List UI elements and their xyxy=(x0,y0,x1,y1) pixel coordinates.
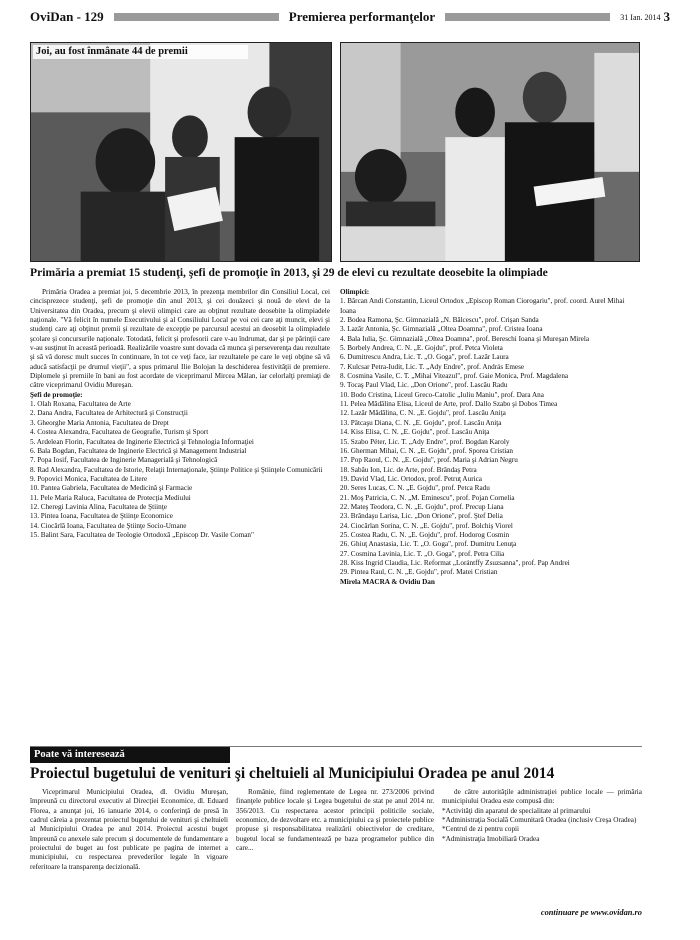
list-item: 12. Cheregi Lavinia Alina, Facultatea de Ştiinţe xyxy=(30,502,167,511)
section-title: Premierea performanţelor xyxy=(288,9,436,24)
photo-awards-right xyxy=(340,42,640,262)
list-item: 23. Brândaşu Larisa, Lic. „Don Orione", prof. Ştef Delia xyxy=(340,512,503,521)
list-item: 6. Bala Bogdan, Facultatea de Inginerie Electrică şi Management Industrial xyxy=(30,446,247,455)
continue-link[interactable]: continuare pe www.ovidan.ro xyxy=(540,908,642,917)
author-signature: Mirela MACRA & Ovidiu Dan xyxy=(340,577,435,586)
budget-column-2 xyxy=(236,788,434,910)
list-item: 15. Szabo Péter, Lic. T. „Ady Endre", prof. Bogdan Karoly xyxy=(340,437,510,446)
list-item: 2. Bodea Ramona, Şc. Gimnazială „N. Bălcescu", prof. Crişan Sanda xyxy=(340,316,539,325)
photo-image xyxy=(31,43,331,261)
budget-text-2: Românie, fiind reglementate de Legea nr. 273/2006 privind finanţele publice locale şi Legea bugetului de stat pe anul 2014 nr. 356/2013. Cu respectarea acestor principii politicile sociale, economice, de dezvoltare etc. a municipiului ca şi proiectele publice propuse şi responsabilitatea realizării obiectivelor de creditare, bugetul local se fundamentează pe baza programelor publice din care... xyxy=(236,788,434,853)
budget-text-3: de către autorităţile administraţiei publice locale — primăria municipiului Oradea este compusă din: xyxy=(442,788,642,806)
list-item: • *Centrul de zi pentru copii xyxy=(442,825,642,834)
list-item: 26. Ghiuţ Anastasia, Lic. T. „O. Goga", prof. Dumitru Lenuţa xyxy=(340,540,517,549)
list-item: 14. Kiss Elisa, C. N. „E. Gojdu", prof. Lascău Aniţa xyxy=(340,428,490,437)
list-item: 3. Lazăr Antonia, Şc. Gimnazială „Oltea Doamna", prof. Cristea Ioana xyxy=(340,325,543,334)
list-item: 13. Pintea Ioana, Facultatea de Ştiinţe Economice xyxy=(30,512,173,521)
list-item: 7. Popa Iosif, Facultatea de Inginerie Managerială şi Tehnologică xyxy=(30,456,218,465)
olimpici-label: Olimpici: xyxy=(340,288,370,296)
list-item: 11. Pelea Mădălina Elisa, Liceul de Arte, prof. Dallo Szabo şi Dobos Timea xyxy=(340,400,558,409)
brand: OviDan - 129 xyxy=(30,9,104,24)
list-item: • *Activităţi din aparatul de specialitate al primarului xyxy=(442,807,642,816)
photo-image xyxy=(341,43,639,261)
article-body: Primăria Oradea a premiat joi, 5 decembrie 2013, în prezenţa membrilor din Consiliul Local, cei cincisprezece studenţi, şefi de promoţie din anul 2013, şi cei douăzeci şi nouă de elevi de la Universitatea din Oradea, precum şi elevii olimpici care au obţinut rezultate deosebite la olimpiadele naţionale. "Vă felicit în numele Executivului şi al Consiliului Local pe voi cei care aţi muncit, elevi şi studenţi care aţi obţinut premii şi rezultate de excepţie pe parcursul acestui an deosebit la olimpiadele şcolare şi concursurile naţionale. Totodată, felicit şi profesorii care v-au îndrumat, dar şi pe părinţii care v-au susţinut în această perioadă. Realizările voastre sunt dovada că munca şi perseverenţa dau rezultate şi să vă doresc mult succes în continuare, în tot ce veţi face, iar rezultatele pe care le veţi obţine să vă aducă satisfacţii pe drumul vieţii", a spus primarul Ilie Bolojan la deschiderea festivităţii de premiere. Diplomele şi premiile în bani au fost acordate de viceprimarul Mircea Mălan, iar celorlalţi premiaţi de către viceprimarul Ovidiu Mureşan. xyxy=(30,288,330,390)
list-item: 5. Borbely Andrea, C. N. „E. Gojdu", prof. Petca Violeta xyxy=(340,344,503,353)
budget-column-1 xyxy=(30,788,228,910)
sefi-list xyxy=(30,400,330,540)
list-item: 3. Gheorghe Maria Antonia, Facultatea de Drept xyxy=(30,418,169,427)
issue-date: 31 Ian. 2014 xyxy=(620,12,661,22)
budget-items-list xyxy=(442,807,642,844)
list-item: 25. Costea Radu, C. N. „E. Gojdu", prof. Hodorog Cosmin xyxy=(340,530,510,539)
list-item: 6. Dumitrescu Andra, Lic. T. „O. Goga", prof. Lazăr Laura xyxy=(340,353,509,362)
list-item: 11. Pele Maria Raluca, Facultatea de Protecţia Mediului xyxy=(30,493,191,502)
list-item: 15. Balint Sara, Facultatea de Teologie Ortodoxă „Episcop Dr. Vasile Coman" xyxy=(30,530,254,539)
list-item: • *Administraţia Socială Comunitară Oradea (inclusiv Creşa Oradea) xyxy=(442,816,642,825)
list-item: 1. Olah Roxana, Facultatea de Arte xyxy=(30,400,131,409)
budget-column-3 xyxy=(442,788,642,910)
list-item: 9. Popovici Monica, Facultatea de Litere xyxy=(30,474,148,483)
article-headline: Primăria a premiat 15 studenţi, şefi de promoţie în 2013, şi 29 de elevi cu rezultate deosebite la olimpiade xyxy=(30,266,548,279)
list-item: 16. Gherman Mihai, C. N. „E. Gojdu", prof. Sporea Cristian xyxy=(340,446,514,455)
list-item: 29. Pintea Raul, C. N. „E. Gojdu", prof. Matei Cristian xyxy=(340,568,498,577)
article-column-left xyxy=(30,288,330,738)
list-item: 18. Sabău Ion, Lic. de Arte, prof. Brândaş Petra xyxy=(340,465,477,474)
list-item: 19. David Vlad, Lic. Ortodox, prof. Petruţ Aurica xyxy=(340,474,482,483)
list-item: 2. Dana Andra, Facultatea de Arhitectură şi Construcţii xyxy=(30,409,188,418)
list-item: 13. Pâtcaşu Diana, C. N. „E. Gojdu", prof. Lascău Aniţa xyxy=(340,418,502,427)
list-item: 22. Mateş Teodora, C. N. „E. Gojdu", prof. Precup Liana xyxy=(340,502,504,511)
list-item: 20. Seres Lucas, C. N. „E. Gojdu", prof. Petca Radu xyxy=(340,484,490,493)
list-item: 4. Costea Alexandra, Facultatea de Geografie, Turism şi Sport xyxy=(30,428,209,437)
page-number: 3 xyxy=(663,9,670,24)
budget-text-1: Viceprimarul Municipiului Oradea, dl. Ovidiu Mureşan, împreună cu directorul executiv al Direcţiei Economice, dl. Eduard Florea, a anunţat joi, 16 ianuarie 2014, o conferinţă de presă în cadrul căreia a prezentat proiectul bugetului de venituri şi cheltuieli al Municipiului Oradea pe anul 2014. Proiectul acestui buget împreună cu anexele sale precum şi documentele de fundamentare a proiectului de buget au fost publicate pe pagina de internet a municipiului, cu respectarea prevederilor legale în vigoare referitoare la transparenţa decizională. xyxy=(30,788,228,871)
list-item: 1. Bărcan Andi Constantin, Liceul Ortodox „Episcop Roman Ciorogariu", prof. coord. Aurel Mihai Ioana xyxy=(340,297,625,315)
list-item: 28. Kiss Ingrid Claudia, Lic. Reformat „Lorántffy Zsuzsanna", prof. Pap Andrei xyxy=(340,558,570,567)
section-band: Poate vă interesează xyxy=(30,747,230,763)
list-item: 9. Tocaş Paul Vlad, Lic. „Don Orione", prof. Lascău Radu xyxy=(340,381,508,390)
list-item: 14. Ciocârlă Ioana, Facultatea de Ştiinţe Socio-Umane xyxy=(30,521,187,530)
photo-awards-left xyxy=(30,42,332,262)
list-item: • *Administraţia Imobiliară Oradea xyxy=(442,835,642,844)
list-item: 10. Pantea Gabriela, Facultatea de Medicină şi Farmacie xyxy=(30,484,193,493)
sefi-label: Şefi de promoţie: xyxy=(30,390,83,399)
list-item: 17. Pop Raoul, C. N. „E. Gojdu", prof. Maria şi Adrian Negru xyxy=(340,456,518,465)
list-item: 21. Moş Patricia, C. N. „M. Eminescu", prof. Pojan Cornelia xyxy=(340,493,515,502)
list-item: 27. Cosmina Lavinia, Lic. T. „O. Goga", prof. Petra Cilia xyxy=(340,549,505,558)
list-item: 8. Cosmina Vasile, C. T. „Mihai Viteazul", prof. Gaie Monica, Prof. Magdalena xyxy=(340,372,569,381)
list-item: 7. Kulcsar Petra-Iudit, Lic. T. „Ady Endre", prof. András Emese xyxy=(340,362,525,371)
budget-headline: Proiectul bugetului de venituri şi cheltuieli al Municipiului Oradea pe anul 2014 xyxy=(30,765,555,782)
olimpici-list xyxy=(340,297,642,577)
list-item: 10. Bodo Cristina, Liceul Greco-Catolic „Iuliu Maniu", prof. Dara Ana xyxy=(340,390,544,399)
header-bar xyxy=(445,13,610,21)
page-header xyxy=(30,6,670,28)
list-item: 24. Ciocârlan Sorina, C. N. „E. Gojdu", prof. Bolchiş Viorel xyxy=(340,521,513,530)
article-column-right xyxy=(340,288,642,738)
list-item: 12. Lazăr Mădălina, C. N. „E. Gojdu", prof. Lascău Aniţa xyxy=(340,409,506,418)
list-item: 5. Ardelean Florin, Facultatea de Inginerie Electrică şi Tehnologia Informaţiei xyxy=(30,437,254,446)
list-item: 8. Rad Alexandra, Facultatea de Istorie, Relaţii Internaţionale, Ştiinţe Politice şi Ştiinţele Comunicării xyxy=(30,465,323,474)
photo-caption: Joi, au fost înmânate 44 de premii xyxy=(33,45,248,59)
list-item: 4. Bala Iulia, Şc. Gimnazială „Oltea Doamna", prof. Bereschi Ioana şi Mureşan Mirela xyxy=(340,334,590,343)
header-bar xyxy=(114,13,279,21)
